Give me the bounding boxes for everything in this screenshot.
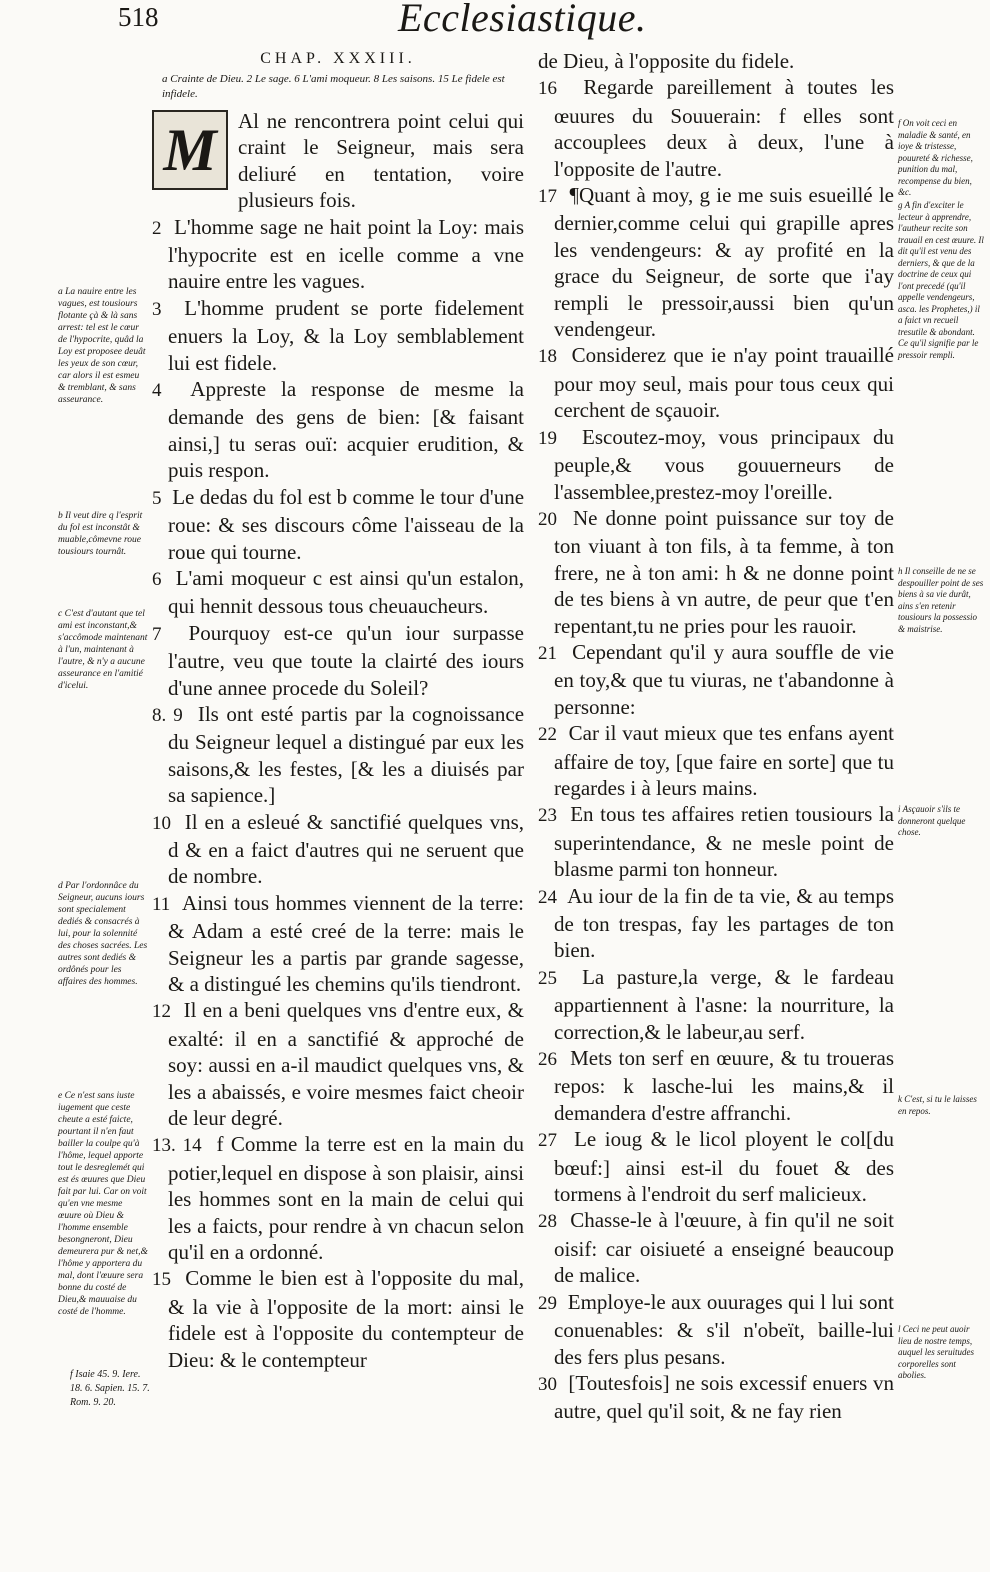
verse-17 [538, 182, 894, 342]
verse-number: 12 [152, 1001, 171, 1023]
verse-text: Le ioug & le licol ployent le col[du bœuf:] ainsi est-il du fouet & des tormens à l'endroit du serf malicieux. [554, 1127, 895, 1207]
verse-text: La pasture,la verge, & le fardeau appartiennent à l'asne: la nourriture, la correction,& le labeur,au serf. [554, 964, 895, 1044]
verse-28 [538, 1207, 894, 1288]
verse-3 [152, 295, 524, 376]
margin-note-d: d Par l'ordonnâce du Seigneur, aucuns iours sont specialement dediés & consacrés à lui, pour la solennité des choses sacrées. Les autres sont dediés & ordônés pour les affaires des hommes. [58, 881, 148, 987]
verse-text: L'homme prudent se porte fidelement enuers la Loy, & la Loy semblablement lui est fidele. [168, 295, 525, 375]
verse-7 [152, 620, 524, 701]
verse-text: [Toutesfois] ne sois excessif enuers vn autre, quel qu'il soit, & ne fay rien [554, 1370, 895, 1424]
verse-number: 7 [152, 623, 162, 645]
chapter-heading: CHAP. XXXIII. [260, 50, 416, 67]
right-text-column [538, 48, 894, 1425]
margin-note-b: b Il veut dire q l'esprit du fol est inconstât & muable,cômevne roue tousiours tournât. [58, 511, 143, 557]
dropcap-initial: M [152, 110, 228, 190]
verse-1 [152, 108, 524, 214]
margin-note-f: f On voit ceci en maladie & santé, en ioye & tristesse, pouureté & richesse, punition du mal, recompense du bien, &c. [898, 118, 973, 197]
verse-text: Mets ton serf en œuure, & tu troueras repos: k lasche-lui les mains,& il demandera d'estre affranchi. [554, 1046, 895, 1125]
verse-30 [538, 1370, 894, 1425]
margin-note-l: l Ceci ne peut auoir lieu de nostre temps, auquel les seruitudes corporelles sont abolies. [898, 1324, 974, 1380]
verse-text: f Comme la terre est en la main du potier,lequel en dispose à son plaisir, ainsi les hommes sont en la main de celui qui les a faicts, pour rendre à vn chacun selon qu'il en a ordonné. [168, 1132, 525, 1265]
verse-10 [152, 809, 524, 890]
verse-18 [538, 342, 894, 423]
verse-number: 22 [538, 724, 557, 746]
verse-text: Au iour de la fin de ta vie, & au temps de ton trespas, fay les partages de ton bien. [554, 883, 894, 963]
margin-note-a: a La nauire entre les vagues, est tousiours flotante çà & là sans arrest: tel est le cœur de l'hypocrite, quâd la Loy est proposee deuât les yeux de son cœur, car alors il est esmeu & tremblant, & sans asseurance. [58, 287, 146, 405]
margin-note-h: h Il conseille de ne se despouiller point de ses biens à sa vie durât, ains s'en retenir tousiours la possessio & maistrise. [898, 566, 984, 634]
verse-6 [152, 565, 524, 620]
verse-text: Le dedas du fol est b comme le tour d'une roue: & ses discours côme l'aisseau de la roue qui tourne. [168, 484, 525, 564]
running-title: Ecclesiastique. [398, 0, 647, 40]
verse-text: L'homme sage ne hait point la Loy: mais l'hypocrite est en icelle comme a vne nauire entre les vagues. [168, 214, 525, 294]
verse-text: ¶Quant à moy, g ie me suis esueillé le dernier,comme celui qui grapille apres les vendengeurs: & ay profité en la grace du Seigneur, de sorte que i'ay rempli le pressoir,aussi bien qu'un vendengeur. [554, 183, 894, 342]
verse-text: Escoutez-moy, vous principaux du peuple,& vous gouuerneurs de l'assemblee,prestez-moy l'oreille. [554, 424, 894, 504]
verse-number: 20 [538, 508, 557, 530]
chapter-summary: a Crainte de Dieu. 2 Le sage. 6 L'ami moqueur. 8 Les saisons. 15 Le fidele est infidele. [162, 73, 505, 100]
verse-23 [538, 801, 894, 882]
verse-11 [152, 890, 524, 998]
verse-27 [538, 1126, 894, 1207]
margin-note-i: i Asçauoir s'ils te donneront quelque chose. [898, 804, 966, 837]
verse-number: 19 [538, 427, 557, 449]
verse-24 [538, 883, 894, 964]
verse-text: Comme le bien est à l'opposite du mal, & la vie à l'opposite de la mort: ainsi le fidele est à l'opposite du contempteur de Dieu: & le contempteur [168, 1266, 524, 1372]
margin-note-c: c C'est d'autant que tel ami est inconstant,& s'accômode maintenant à l'un, maintenant à l'autre, & n'y a aucune asseurance en l'amitié d'icelui. [58, 609, 148, 691]
verse-number: 28 [538, 1211, 557, 1233]
verse-8-9 [152, 701, 524, 809]
verse-number: 27 [538, 1130, 557, 1152]
verse-text: Ils ont esté partis par la cognoissance du Seigneur lequel a distingué par eux les saisons,& les festes, [& les a diuisés par sa sapience.] [168, 701, 525, 808]
verse-number: 29 [538, 1292, 557, 1314]
verse-number: 30 [538, 1373, 557, 1395]
verse-text: Ainsi tous hommes viennent de la terre: & Adam a esté creé de la terre: mais le Seigneur les a partis par grande sagesse, & a distingué les chemins qu'ils tiendront. [168, 890, 525, 996]
verse-number: 25 [538, 967, 557, 989]
verse-text: Employe-le aux ouurages qui l lui sont conuenables: & s'il n'obeït, baille-lui des fers plus pesans. [554, 1289, 894, 1369]
verse-number: 3 [152, 298, 162, 320]
verse-text: Ne donne point puissance sur toy de ton viuant à ton fils, à ta femme, à ton frere, ne à ton ami: h & ne donne point de tes biens à vn autre, de peur que t'en repentant,tu ne pries pour les rauoir. [554, 505, 894, 638]
verse-text: Considerez que ie n'ay point trauaillé pour moy seul, mais pour tous ceux qui cerchent de sçauoir. [554, 343, 895, 423]
verse-19 [538, 424, 894, 505]
margin-note-k: k C'est, si tu le laisses en repos. [898, 1094, 977, 1116]
verse-text: L'ami moqueur c est ainsi qu'un estalon, qui hennit dessous tous cheuaucheurs. [168, 565, 525, 619]
verse-21 [538, 639, 894, 720]
verse-number: 10 [152, 812, 171, 834]
verse-20 [538, 505, 894, 639]
verse-number: 24 [538, 886, 557, 908]
verse-number: 5 [152, 487, 162, 509]
verse-text: Pourquoy est-ce qu'un iour surpasse l'autre, veu que toute la clairté des iours d'une annee procede du Soleil? [168, 620, 524, 700]
verse-number: 13. 14 [152, 1135, 202, 1157]
verse-number: 23 [538, 805, 557, 827]
verse-number: 18 [538, 346, 557, 368]
left-text-column [152, 48, 524, 1373]
margin-note-g: g A fin d'exciter le lecteur à apprendre, l'autheur recite son trauail en cest œuure. Il dit qu'il est venu des derniers, & que de la doctrine de ceux qui l'ont precedé (qu'il appelle vendengeurs, asca. les Prophetes,) il a faict vn recueil tresutile & abondant. Ce qu'il signifie par le pressoir rempli. [898, 200, 984, 360]
verse-text: En tous tes affaires retien tousiours la superintendance, & ne mesle point de blasme parmi ton honneur. [554, 802, 894, 882]
verse-12 [152, 997, 524, 1131]
page-number: 518 [118, 2, 159, 32]
verse-number: 2 [152, 217, 162, 239]
verse-15-continued: de Dieu, à l'opposite du fidele. [538, 49, 795, 73]
verse-5 [152, 484, 524, 565]
verse-number: 16 [538, 78, 557, 100]
verse-text: Il en a esleué & sanctifié quelques vns, d & en a faict d'autres qui ne seruent que de nombre. [168, 809, 524, 889]
verse-4 [152, 376, 524, 484]
verse-text: Chasse-le à l'œuure, à fin qu'il ne soit oisif: car oisiueté a enseigné beaucoup de malice. [554, 1208, 895, 1288]
verse-number: 11 [152, 893, 171, 915]
verse-number: 6 [152, 568, 162, 590]
verse-29 [538, 1289, 894, 1370]
verse-number: 21 [538, 642, 557, 664]
verse-text: Al ne rencontrera point celui qui craint le Seigneur, mais sera deliuré en tentation, voire plusieurs fois. [238, 109, 524, 213]
verse-number: 26 [538, 1049, 557, 1071]
verse-number: 4 [152, 380, 162, 402]
verse-number: 17 [538, 186, 557, 208]
verse-text: Car il vaut mieux que tes enfans ayent affaire de toy, [que faire en sorte] que tu regardes i à leurs mains. [554, 721, 894, 800]
margin-note-e: e Ce n'est sans iuste iugement que ceste cheute a esté faicte, pourtant il n'en faut bailler la coulpe qu'à l'hôme, lequel apporte tout le desreglemét qui est és œuures que Dieu fait par lui. Car on voit qu'en vne mesme œuure où Dieu & l'homme ensemble besongneront, Dieu demeurera pur & net,& l'hôme y apportera du mal, dont l'œuure sera bonne du costé de Dieu,& mauuaise du costé de l'homme. [58, 1091, 148, 1317]
verse-text: Il en a beni quelques vns d'entre eux, & exalté: il en a sanctifié & approché de soy: aussi en a-il maudict quelques vns, & les a abaissés, e voire mesmes faict cheoir de leur degré. [168, 998, 524, 1131]
verse-26 [538, 1045, 894, 1126]
verse-22 [538, 720, 894, 801]
verse-number: 15 [152, 1269, 171, 1291]
verse-13-14 [152, 1131, 524, 1265]
verse-number: 8. 9 [152, 704, 183, 726]
verse-16 [538, 74, 894, 182]
verse-2 [152, 214, 524, 295]
verse-text: Cependant qu'il y aura souffle de vie en toy,& que tu viuras, ne t'abandonne à personne: [554, 639, 894, 719]
verse-15 [152, 1265, 524, 1373]
verse-25 [538, 964, 894, 1045]
verse-text: Regarde pareillement à toutes les œuures du Souuerain: f elles sont accouplees deux à deux, l'une à l'opposite de l'autre. [554, 75, 894, 181]
verse-text: Appreste la response de mesme la demande des gens de bien: [& faisant ainsi,] tu seras ouï: acquier erudition, & puis respon. [168, 377, 525, 483]
scripture-references: f Isaie 45. 9. Iere. 18. 6. Sapien. 15. 7. Rom. 9. 20. [70, 1369, 150, 1408]
